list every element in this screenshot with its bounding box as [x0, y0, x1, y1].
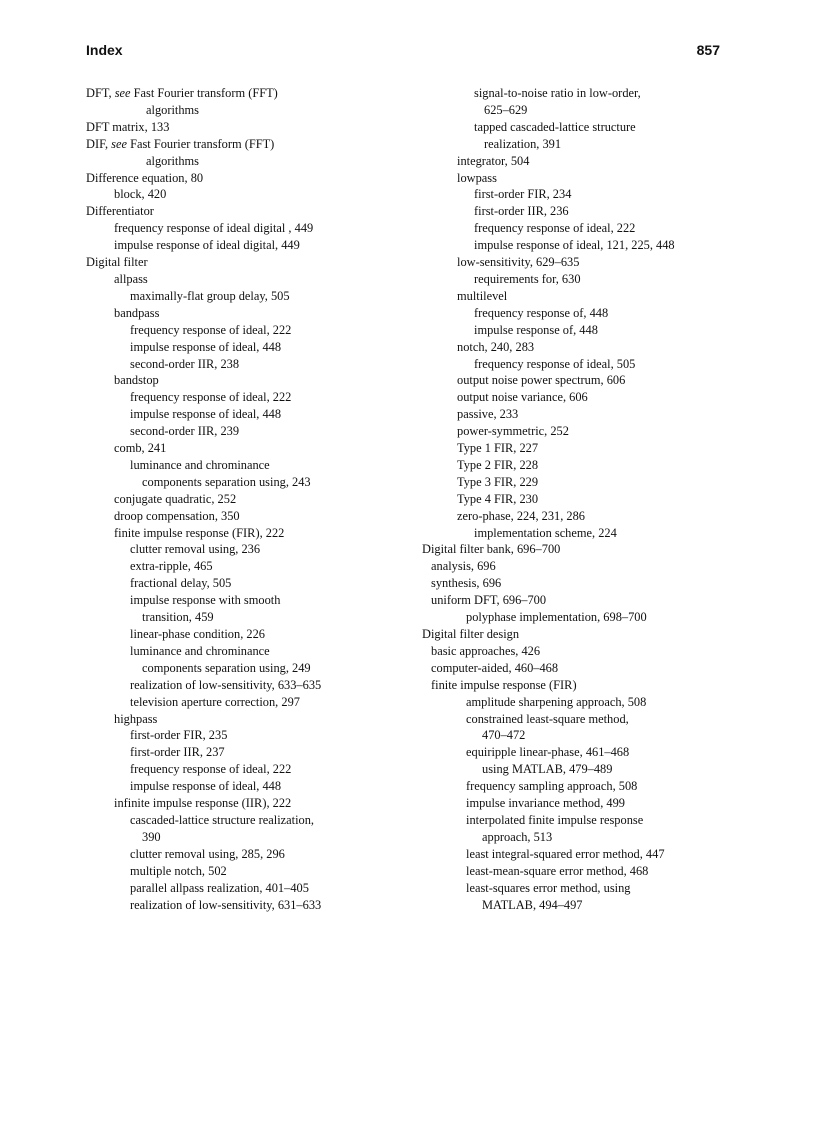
index-entry: equiripple linear-phase, 461–468: [466, 745, 630, 760]
index-entry: second-order IIR, 239: [130, 424, 240, 439]
index-entry: frequency response of, 448: [474, 305, 609, 320]
index-entry: bandpass: [114, 305, 160, 320]
page-header: [86, 42, 720, 64]
index-entry: impulse response of ideal, 448: [130, 339, 282, 354]
index-entry: Digital filter bank, 696–700: [422, 542, 561, 557]
index-entry: DFT, see Fast Fourier transform (FFT): [86, 86, 278, 100]
index-entry: DIF, see Fast Fourier transform (FFT): [86, 136, 275, 151]
index-entry: finite impulse response (FIR), 222: [114, 525, 285, 540]
index-entry: luminance and chrominance: [130, 457, 270, 472]
index-entry: frequency sampling approach, 508: [466, 779, 638, 794]
index-entry: 625–629: [484, 102, 528, 117]
index-entry: computer-aided, 460–468: [431, 660, 559, 675]
index-entry: transition, 459: [142, 610, 214, 625]
index-entry: lowpass: [457, 170, 497, 185]
index-entry: impulse response with smooth: [130, 593, 281, 608]
index-entry: Difference equation, 80: [86, 170, 204, 185]
index-entry: signal-to-noise ratio in low-order,: [474, 86, 641, 100]
index-entry: approach, 513: [482, 829, 553, 844]
index-entry: allpass: [114, 271, 148, 286]
index-entry: tapped cascaded-lattice structure: [474, 119, 636, 134]
index-entry: clutter removal using, 236: [130, 542, 261, 557]
index-entry: maximally-flat group delay, 505: [130, 288, 290, 303]
index-entry: least integral-squared error method, 447: [466, 846, 665, 861]
index-entry: second-order IIR, 238: [130, 356, 240, 371]
index-entry: infinite impulse response (IIR), 222: [114, 796, 292, 811]
index-entry: clutter removal using, 285, 296: [130, 846, 285, 861]
index-entry: components separation using, 243: [142, 474, 311, 489]
index-entry: Type 1 FIR, 227: [457, 441, 539, 456]
index-entry: low-sensitivity, 629–635: [457, 255, 580, 270]
page-number: 857: [696, 42, 720, 58]
index-entry: Type 2 FIR, 228: [457, 457, 539, 472]
index-entry: first-order FIR, 234: [474, 187, 572, 202]
index-entry: integrator, 504: [457, 153, 530, 168]
index-entry: frequency response of ideal, 222: [474, 221, 636, 236]
index-entry: Differentiator: [86, 204, 154, 219]
index-entry: algorithms: [146, 102, 199, 117]
index-entry: interpolated finite impulse response: [466, 812, 644, 827]
index-entry: first-order FIR, 235: [130, 728, 228, 743]
index-entry: finite impulse response (FIR): [431, 677, 577, 692]
index-entry: amplitude sharpening approach, 508: [466, 694, 647, 709]
index-entry: extra-ripple, 465: [130, 559, 213, 574]
index-entry: least-squares error method, using: [466, 880, 631, 895]
index-entry: multiple notch, 502: [130, 863, 227, 878]
index-entry: constrained least-square method,: [466, 711, 629, 726]
index-entry: realization, 391: [484, 136, 562, 151]
index-entry: least-mean-square error method, 468: [466, 863, 649, 878]
index-entry: 390: [142, 829, 161, 844]
index-entry: impulse invariance method, 499: [466, 796, 625, 811]
index-entry: linear-phase condition, 226: [130, 627, 265, 641]
index-entry: MATLAB, 494–497: [482, 897, 583, 912]
index-entry: parallel allpass realization, 401–405: [130, 880, 309, 895]
index-entry: passive, 233: [457, 407, 519, 422]
index-entry: frequency response of ideal, 222: [130, 390, 292, 405]
index-entry: Type 4 FIR, 230: [457, 491, 539, 506]
index-entry: highpass: [114, 711, 158, 726]
index-entry: uniform DFT, 696–700: [431, 593, 547, 608]
index-entry: first-order IIR, 237: [130, 745, 225, 760]
index-entry: frequency response of ideal, 505: [474, 356, 636, 371]
index-entry: implementation scheme, 224: [474, 525, 617, 540]
index-entry: realization of low-sensitivity, 633–635: [130, 677, 322, 692]
index-entry: impulse response of ideal, 121, 225, 448: [474, 238, 675, 253]
running-head: Index: [86, 42, 123, 58]
index-entry: comb, 241: [114, 441, 167, 456]
index-column-right: [422, 85, 722, 913]
index-entry: fractional delay, 505: [130, 576, 232, 591]
index-entry: notch, 240, 283: [457, 339, 535, 354]
index-entry: impulse response of ideal digital, 449: [114, 238, 300, 253]
index-entry: frequency response of ideal, 222: [130, 762, 292, 777]
index-entry: basic approaches, 426: [431, 643, 541, 658]
index-entry: television aperture correction, 297: [130, 694, 300, 709]
index-entry: components separation using, 249: [142, 660, 311, 675]
index-entry: zero-phase, 224, 231, 286: [457, 508, 586, 523]
index-entry: frequency response of ideal digital , 449: [114, 221, 314, 236]
index-entry: impulse response of, 448: [474, 322, 598, 337]
index-entry: polyphase implementation, 698–700: [466, 610, 647, 625]
index-entry: analysis, 696: [431, 559, 496, 574]
index-entry: droop compensation, 350: [114, 508, 240, 523]
index-column-left: [86, 85, 406, 913]
index-entry: Digital filter: [86, 255, 148, 270]
index-entry: realization of low-sensitivity, 631–633: [130, 897, 322, 912]
index-entry: synthesis, 696: [431, 576, 502, 591]
index-entry: bandstop: [114, 373, 159, 388]
index-entry: first-order IIR, 236: [474, 204, 569, 219]
index-entry: impulse response of ideal, 448: [130, 407, 282, 422]
index-entry: Digital filter design: [422, 627, 520, 641]
index-entry: frequency response of ideal, 222: [130, 322, 292, 337]
index-entry: output noise power spectrum, 606: [457, 373, 626, 388]
index-entry: multilevel: [457, 288, 508, 303]
index-entry: requirements for, 630: [474, 271, 581, 286]
index-entry: conjugate quadratic, 252: [114, 491, 237, 506]
index-entry: 470–472: [482, 728, 526, 743]
index-entry: Type 3 FIR, 229: [457, 474, 539, 489]
index-entry: luminance and chrominance: [130, 643, 270, 658]
index-entry: output noise variance, 606: [457, 390, 588, 405]
index-entry: using MATLAB, 479–489: [482, 762, 613, 777]
index-entry: impulse response of ideal, 448: [130, 779, 282, 794]
index-entry: cascaded-lattice structure realization,: [130, 812, 315, 827]
index-entry: DFT matrix, 133: [86, 119, 170, 134]
index-entry: algorithms: [146, 153, 199, 168]
index-entry: power-symmetric, 252: [457, 424, 569, 439]
index-entry: block, 420: [114, 187, 167, 202]
